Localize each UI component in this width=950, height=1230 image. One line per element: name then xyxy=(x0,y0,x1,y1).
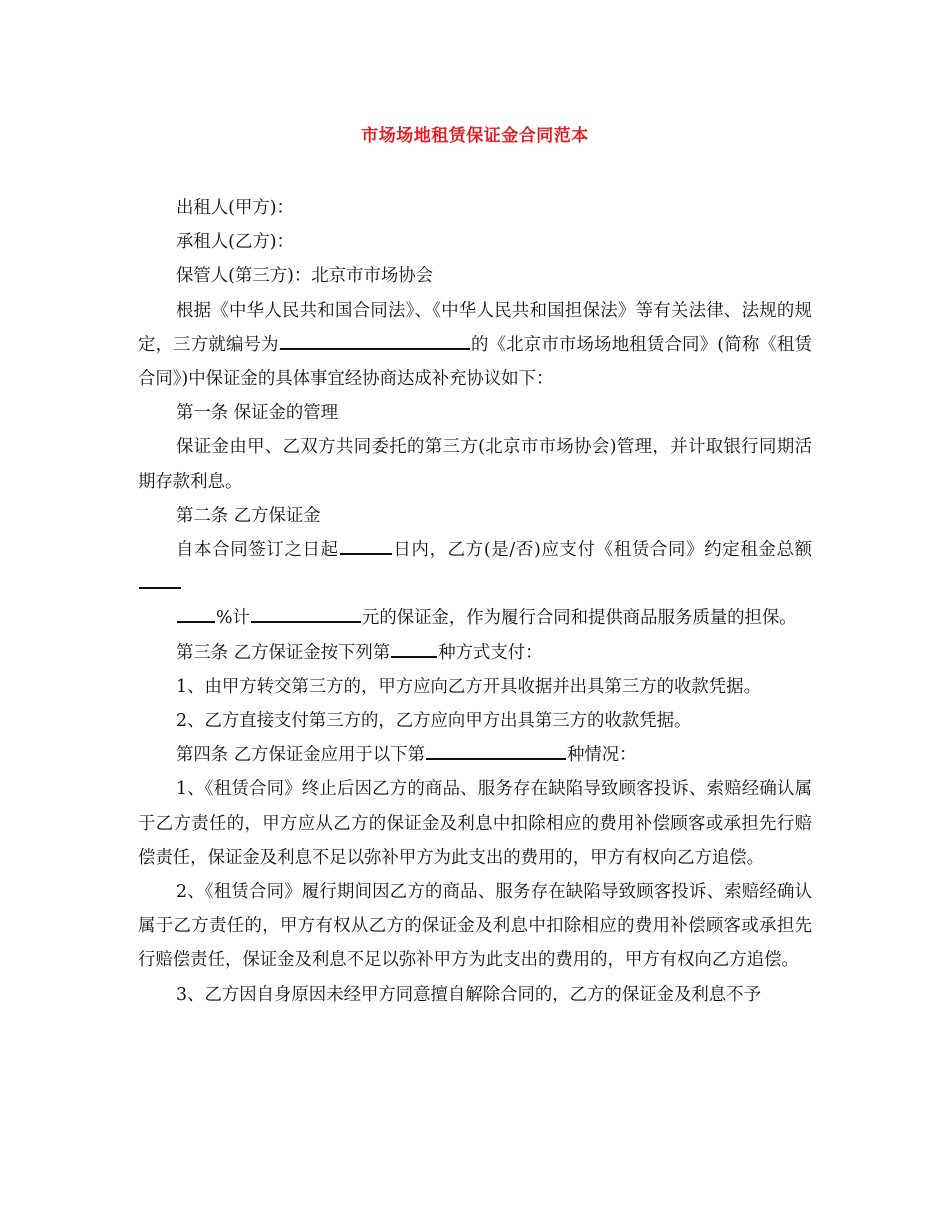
intro-text-part2: 的《北京市市场场地租赁合同》(简称《租赁合同》)中保证金的具体事宜经协商达成补充协议如下： xyxy=(138,334,812,390)
article2-text xyxy=(138,533,812,601)
party-lessee: 承租人(乙方)： xyxy=(176,232,294,253)
amount-blank xyxy=(251,607,361,623)
article3-heading xyxy=(138,636,812,670)
article4-heading xyxy=(138,738,812,772)
intro-paragraph xyxy=(138,294,812,397)
party-custodian: 保管人(第三方)：北京市市场协会 xyxy=(176,266,434,287)
document-title: 市场场地租赁保证金合同范本 xyxy=(361,126,589,146)
total-blank xyxy=(139,573,181,589)
article2-text-continued xyxy=(138,601,812,635)
article2-text-d: 元的保证金，作为履行合同和提供商品服务质量的担保。 xyxy=(361,608,797,629)
article3-heading-b: 种方式支付： xyxy=(438,642,543,663)
intro-text-part1: 根据《中华人民共和国合同法》、《中华人民共和国担保法》等有关法律、法规的规定，三方就编号为 xyxy=(138,300,812,355)
days-blank xyxy=(340,539,392,555)
article4-heading-b: 种情况： xyxy=(567,745,637,766)
article3-item2: 2、乙方直接支付第三方的，乙方应向甲方出具第三方的收款凭据。 xyxy=(176,711,692,732)
percent-blank xyxy=(177,607,215,623)
article2-heading: 第二条 乙方保证金 xyxy=(176,505,321,526)
article2-text-a: 自本合同签订之日起 xyxy=(176,540,339,561)
contract-number-blank xyxy=(280,334,470,350)
article4-item3: 3、乙方因自身原因未经甲方同意擅自解除合同的，乙方的保证金及利息不予 xyxy=(176,984,761,1005)
article4-item2: 2、《租赁合同》履行期间因乙方的商品、服务存在缺陷导致顾客投诉、索赔经确认属于乙方责任的，甲方有权从乙方的保证金及利息中扣除相应的费用补偿顾客或承担先行赔偿责任，保证金及利息不足以弥补甲方为此支出的费用的，甲方有权向乙方追偿。 xyxy=(138,882,812,971)
document-body xyxy=(138,191,812,1012)
article2-text-b: 日内，乙方(是/否)应支付《租赁合同》约定租金总额 xyxy=(392,540,812,561)
article4-heading-a: 第四条 乙方保证金应用于以下第 xyxy=(176,745,425,766)
case-blank xyxy=(426,744,566,760)
article4-item1: 1、《租赁合同》终止后因乙方的商品、服务存在缺陷导致顾客投诉、索赔经确认属于乙方责任的，甲方应从乙方的保证金及利息中扣除相应的费用补偿顾客或承担先行赔偿责任，保证金及利息不足以弥补甲方为此支出的费用的，甲方有权向乙方追偿。 xyxy=(138,779,812,868)
article3-heading-a: 第三条 乙方保证金按下列第 xyxy=(176,642,391,663)
article1-heading: 第一条 保证金的管理 xyxy=(176,403,339,424)
party-lessor: 出租人(甲方)： xyxy=(176,198,294,218)
article1-text: 保证金由甲、乙双方共同委托的第三方(北京市市场协会)管理，并计取银行同期活期存款利息。 xyxy=(138,437,812,492)
article2-text-c: %计 xyxy=(216,608,250,629)
method-blank xyxy=(391,642,437,658)
article3-item1: 1、由甲方转交第三方的，甲方应向乙方开具收据并出具第三方的收款凭据。 xyxy=(176,676,761,697)
